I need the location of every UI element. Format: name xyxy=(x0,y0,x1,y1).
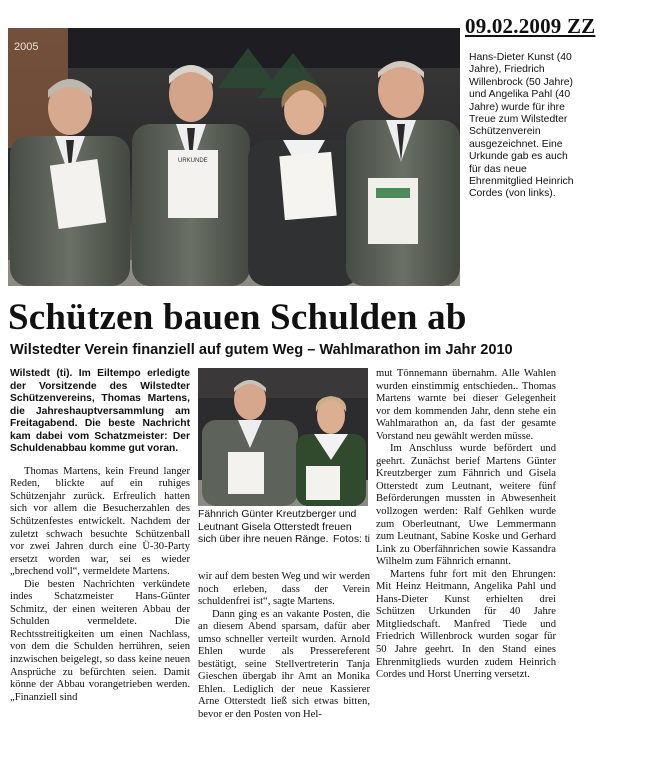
banner-year: 2005 xyxy=(14,41,39,53)
article-column-1 xyxy=(10,368,190,704)
article-column-3 xyxy=(376,368,556,682)
headline: Schützen bauen Schulden ab xyxy=(8,297,467,338)
top-photo-caption: Hans-Dieter Kunst (40 Jahre), Friedrich Willenbrock (50 Jahre) und Angelika Pahl (40 Jahre) wurde für ihre Treue zum Wilstedter Schützenverein ausgezeichnet. Eine Urkunde gab es auch für das neue Ehrenmitglied Heinrich Cordes (von links). xyxy=(469,52,574,200)
date-stamp: 09.02.2009 ZZ xyxy=(465,14,596,38)
article-paragraph: Thomas Martens, kein Freund langer Reden, blickte auf ein ruhiges Schützenjahr zurück. Erfreulich hatten sich vor allem die Besucherzahlen des Schützenfestes entwickelt. Nachdem der zuletzt schwach besuchte Schützenball vor zwei Jahren durch eine Ü-30-Party ersetzt worden war, sei es wieder „brechend voll“, vermeldete Martens. xyxy=(10,465,190,578)
mid-photo-caption xyxy=(198,509,370,547)
photo-credit: Fotos: ti xyxy=(333,534,370,545)
mid-photo-image xyxy=(198,368,368,506)
article-paragraph: Martens fuhr fort mit den Ehrungen: Mit Heinz Heitmann, Angelika Pahl und Hans-Dieter Kunst erhielten drei Schützen Urkunden für 40 Jahre Mitgliedschaft. Manfred Tiede und Friedrich Willenbrock wurden sogar für 50 Jahre geehrt. In den Stand eines Ehrenmitglieds wurden zudem Heinrich Cordes und Horst Unerring versetzt. xyxy=(376,568,556,681)
mid-photo-caption-text: Fähnrich Günter Kreutzberger und Leutnant Gisela Otterstedt freuen sich über ihre neuen Ränge. xyxy=(198,509,357,545)
article-paragraph: mut Tönnemann übernahm. Alle Wahlen wurden einstimmig entschieden.. Thomas Martens warnte bei dieser Gelegenheit vor dem kommenden Jahr, denn stehe ein Wahlmarathon an, da fast der gesamte Vorstand neu gewählt werden müsse. xyxy=(376,368,556,442)
article-paragraph: wir auf dem besten Weg und wir werden noch erleben, dass der Verein schuldenfrei ist“, sagte Martens. xyxy=(198,571,370,608)
mid-photo xyxy=(198,368,368,506)
top-photo xyxy=(8,28,460,286)
top-photo-image xyxy=(8,28,460,286)
article-lead: Wilstedt (ti). Im Eiltempo erledigte der Vorsitzende des Wilstedter Schützenvereins, Thomas Martens, die Jahreshauptversammlung am Freitagabend. Die beste Nachricht kam dabei vom Schatzmeister: Der Schuldenabbau komme gut voran. xyxy=(10,368,190,455)
certificate-label: URKUNDE xyxy=(178,158,208,164)
article-column-2 xyxy=(198,571,370,722)
article-paragraph: Im Anschluss wurde befördert und geehrt. Zunächst berief Martens Günter Kreutzberger zum Fähnrich und Gisela Otterstedt zum Leutnant, weitere fünf Beförderungen mussten in Abwesenheit vollzogen werden: Ralf Gehlken wurde zum Oberleutnant, Uwe Lemmermann zum Leutnant, Sabine Koske und Gerhard Link zu Oberfähnrichen sowie Kassandra Wilhelm zum Fähnrich ernannt. xyxy=(376,443,556,568)
article-paragraph: Die besten Nachrichten verkündete indes Schatzmeister Hans-Günter Schmitz, der einen weiteren Abbau der Schulden vermeldete. Die Rechtsstreitigkeiten um einen Nachlass, von dem die Schulden herrühren, seien inzwischen beigelegt, so dass keine neuen Ansprüche zu befürchten seien. Damit könne der Abbau vorangetrieben werden. „Finanziell sind xyxy=(10,578,190,703)
subheadline: Wilstedter Verein finanziell auf gutem Weg – Wahlmarathon im Jahr 2010 xyxy=(10,342,513,358)
article-paragraph: Dann ging es an vakante Posten, die an diesem Abend sparsam, dafür aber umso schneller verteilt wurden. Arnold Ehlen wurde als Pressereferent bestätigt, seine Stellvertreterin Tanja Gieschen übergab ihr Amt an Monika Ehlen. Lediglich der neue Kassierer Arne Otterstedt ließ sich etwas bitten, bevor er den Posten von Hel- xyxy=(198,608,370,721)
